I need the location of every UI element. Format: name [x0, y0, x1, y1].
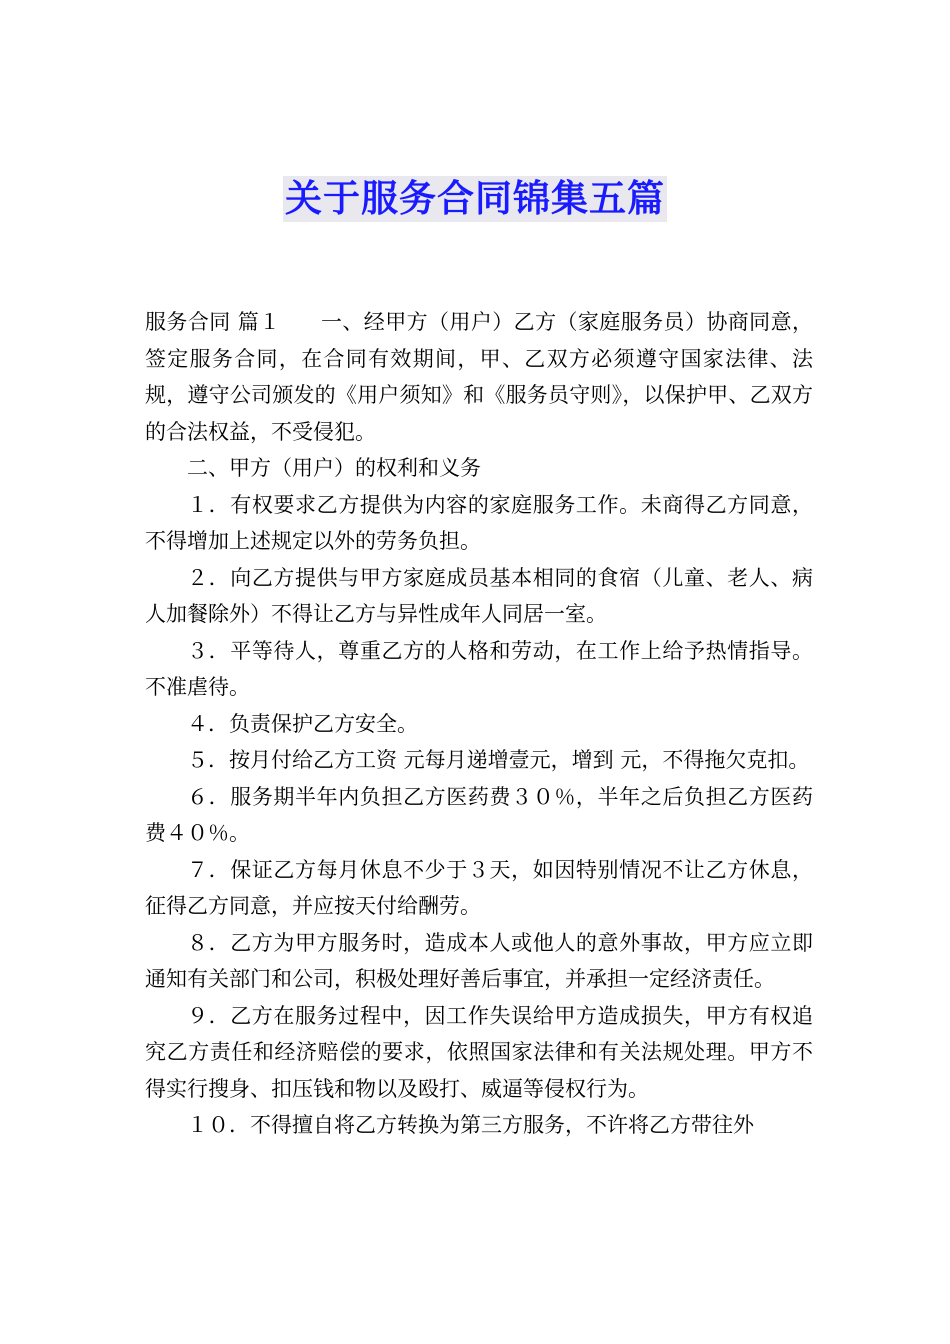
paragraph: １０．不得擅自将乙方转换为第三方服务，不许将乙方带往外 [187, 1113, 754, 1137]
paragraph: １．有权要求乙方提供为内容的家庭服务工作。未商得乙方同意，不得增加上述规定以外的劳务负担。 [145, 492, 813, 553]
paragraph: ８．乙方为甲方服务时，造成本人或他人的意外事故，甲方应立即通知有关部门和公司，积极处理好善后事宜，并承担一定经济责任。 [145, 930, 813, 991]
paragraph: ２．向乙方提供与甲方家庭成员基本相同的食宿（儿童、老人、病人加餐除外）不得让乙方与异性成年人同居一室。 [145, 565, 813, 626]
paragraph: ３．平等待人，尊重乙方的人格和劳动，在工作上给予热情指导。不准虐待。 [145, 638, 813, 699]
paragraph-text: 一、经甲方（用户）乙方（家庭服务员）协商同意，签定服务合同，在合同有效期间，甲、乙双方必须遵守国家法律、法规，遵守公司颁发的《用户须知》和《服务员守则》，以保护甲、乙双方的合法权益，不受侵犯。 [145, 310, 813, 444]
document-body [145, 304, 813, 1144]
title-container [0, 176, 950, 222]
paragraph: ５．按月付给乙方工资 元每月递增壹元，增到 元，不得拖欠克扣。 [187, 748, 810, 772]
paragraph: 二、甲方（用户）的权利和义务 [187, 456, 481, 480]
paragraph [145, 304, 813, 450]
section-lead: 服务合同 篇１ [145, 310, 281, 334]
paragraph: ４．负责保护乙方安全。 [187, 711, 418, 736]
document-title: 关于服务合同锦集五篇 [285, 177, 665, 220]
paragraph: ９．乙方在服务过程中，因工作失误给甲方造成损失，甲方有权追究乙方责任和经济赔偿的要求，依照国家法律和有关法规处理。甲方不得实行搜身、扣压钱和物以及殴打、威逼等侵权行为。 [145, 1003, 813, 1101]
paragraph: ７．保证乙方每月休息不少于３天，如因特别情况不让乙方休息，征得乙方同意，并应按天付给酬劳。 [145, 857, 813, 918]
paragraph: ６．服务期半年内负担乙方医药费３０％，半年之后负担乙方医药费４０％。 [145, 784, 813, 845]
